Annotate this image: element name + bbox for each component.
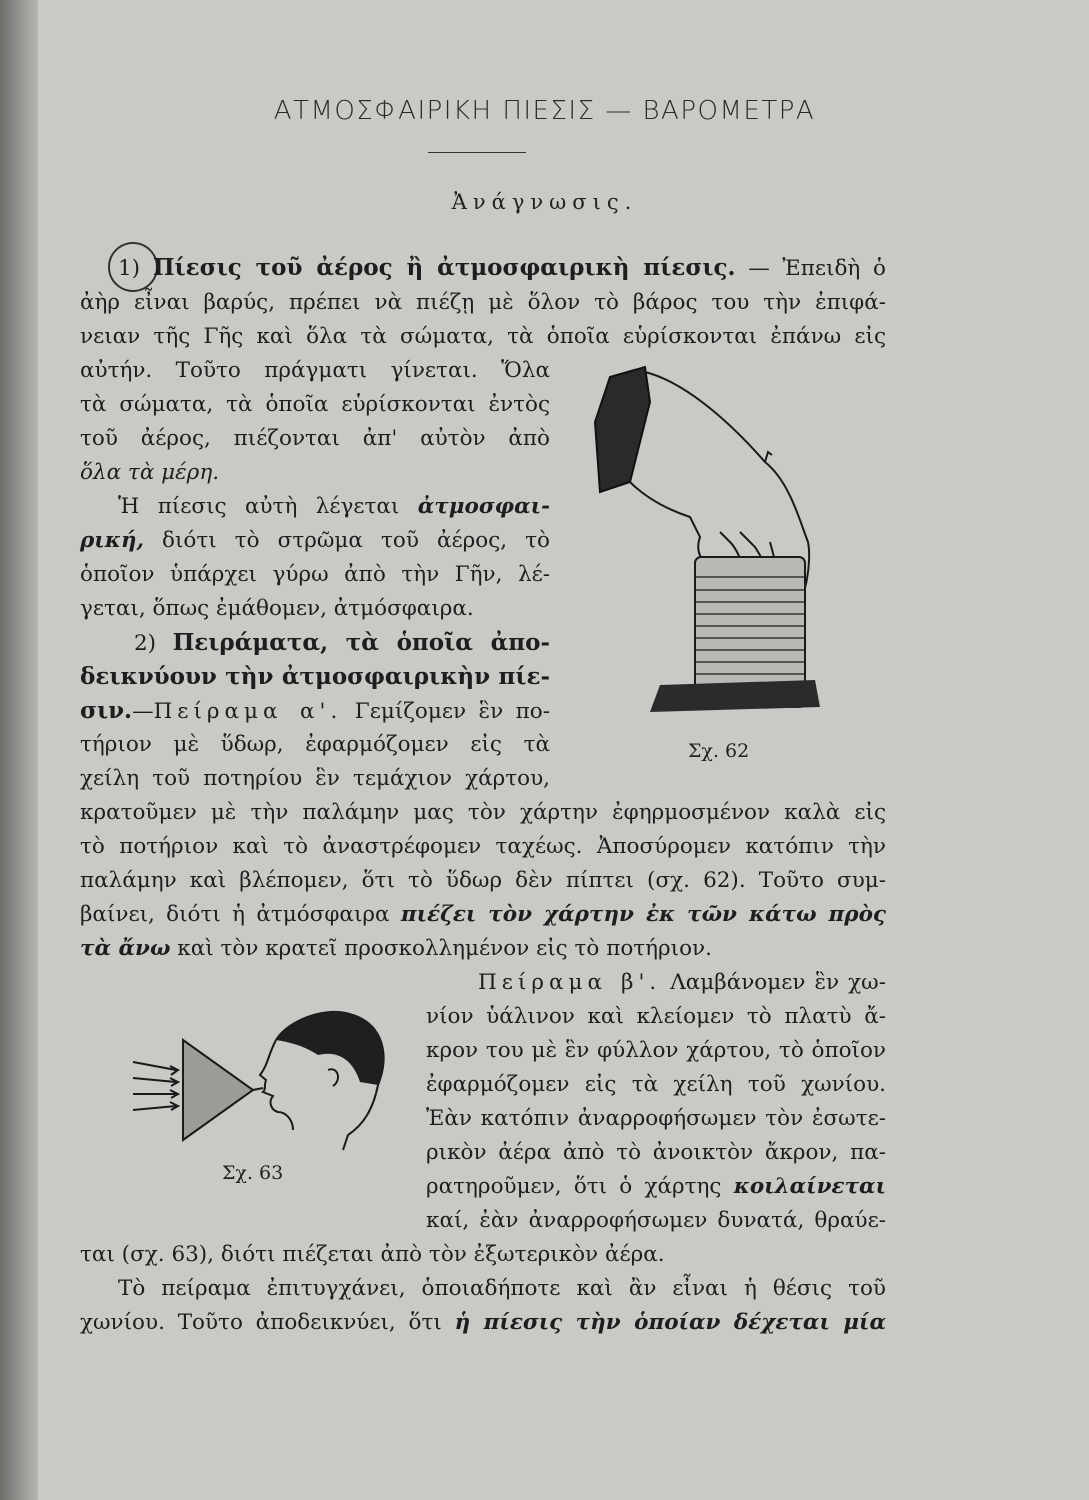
book-binding xyxy=(0,0,38,1500)
p1-line-3: νειαν τῆς Γῆς καὶ ὅλα τὰ σώματα, τὰ ὁποῖα εὑρίσκονται ἐπάνω εἰς xyxy=(80,324,886,349)
p2-line-9-text: βαίνει, διότι ἡ ἀτμόσφαιρα xyxy=(80,902,390,927)
p2-line-5: χείλη τοῦ ποτηρίου ἓν τεμάχιον χάρτου, xyxy=(80,766,550,791)
page-header: ΑΤΜΟΣΦΑΙΡΙΚΗ ΠΙΕΣΙΣ — ΒΑΡΟΜΕΤΡΑ xyxy=(273,96,816,126)
p1-number: 1) xyxy=(118,256,141,281)
p4-emphasis: ἡ πίεσις τὴν ὁποίαν δέχεται μία xyxy=(454,1310,886,1335)
p1-line-4: αὐτήν. Τοῦτο πράγματι γίνεται. Ὅλα xyxy=(80,358,550,383)
section-title: Ἀνάγνωσις. xyxy=(451,190,638,214)
p1-term-atmospheric: ἀτμοσφαι- xyxy=(417,494,550,519)
p2-line-10 xyxy=(80,934,712,964)
p3-line-9: ται (σχ. 63), διότι πιέζεται ἀπὸ τὸν ἐξωτερικὸν ἀέρα. xyxy=(80,1242,665,1267)
p1-line-1-text: — Ἐπειδὴ ὁ xyxy=(748,256,886,281)
p2-line-9 xyxy=(80,900,886,930)
p1-line-11: γεται, ὅπως ἐμάθομεν, ἀτμόσφαιρα. xyxy=(80,596,474,621)
p2-heading-2: δεικνύουν τὴν ἀτμοσφαιρικὴν πίε- xyxy=(80,663,550,690)
p2-line-3 xyxy=(80,696,550,727)
figure-63-funnel xyxy=(128,1000,398,1160)
p1-line-1 xyxy=(118,253,886,284)
p2-experiment-a: Πείραμα α'. xyxy=(153,699,343,724)
header-rule xyxy=(428,152,526,153)
p3-line-7 xyxy=(426,1172,886,1202)
p3-line-3: κρον του μὲ ἓν φύλλον χάρτου, τὸ ὁποῖον xyxy=(426,1038,886,1063)
p4-line-1: Τὸ πείραμα ἐπιτυγχάνει, ὁποιαδήποτε καὶ ἂν εἶναι ἡ θέσις τοῦ xyxy=(118,1276,886,1301)
p2-line-6: κρατοῦμεν μὲ τὴν παλάμην μας τὸν χάρτην ἐφηρμοσμένον καλὰ εἰς xyxy=(80,800,886,825)
p1-line-8-text: Ἡ πίεσις αὐτὴ λέγεται xyxy=(118,494,400,519)
p1-line-9 xyxy=(80,526,550,556)
p3-experiment-b: Πείραμα β'. xyxy=(478,970,662,995)
p2-line-8: παλάμην καὶ βλέπομεν, ὅτι τὸ ὕδωρ δὲν πίπτει (σχ. 62). Τοῦτο συμ- xyxy=(80,868,886,893)
p3-line-1-text: Λαμβάνομεν ἓν χω- xyxy=(670,970,886,995)
figure-62-caption: Σχ. 62 xyxy=(688,740,750,762)
p2-line-10-text: καὶ τὸν κρατεῖ προσκολλημένον εἰς τὸ ποτήριον. xyxy=(177,936,712,961)
p4-line-2 xyxy=(80,1308,886,1338)
p2-line-4: τήριον μὲ ὕδωρ, ἐφαρμόζομεν εἰς τὰ xyxy=(80,732,550,757)
p2-dash: — xyxy=(132,699,154,724)
p3-line-6: ρικὸν ἀέρα ἀπὸ τὸ ἀνοικτὸν ἄκρον, πα- xyxy=(426,1140,886,1165)
p4-line-2-text: χωνίου. Τοῦτο ἀποδεικνύει, ὅτι xyxy=(80,1310,442,1335)
p2-line-2 xyxy=(80,662,550,693)
p3-line-1 xyxy=(478,968,886,998)
p2-heading-1: Πειράματα, τὰ ὁποῖα ἀπο- xyxy=(172,629,550,656)
p2-emphasis-1: πιέζει τὸν χάρτην ἐκ τῶν κάτω πρὸς xyxy=(400,902,887,927)
p2-heading-3: σιν. xyxy=(80,697,133,724)
p1-line-2: ἀὴρ εἶναι βαρύς, πρέπει νὰ πιέζῃ μὲ ὅλον τὸ βάρος του τὴν ἐπιφά- xyxy=(80,290,886,315)
p3-emphasis: κοιλαίνεται xyxy=(733,1174,886,1199)
p2-line-3-text: Γεμίζομεν ἓν πο- xyxy=(354,699,550,724)
p3-line-7-text: ρατηροῦμεν, ὅτι ὁ χάρτης xyxy=(426,1174,722,1199)
p1-term-atmospheric-end: ρική, xyxy=(80,528,144,553)
p1-line-8 xyxy=(118,492,550,522)
figure-63-caption: Σχ. 63 xyxy=(222,1162,284,1184)
p2-line-7: τὸ ποτήριον καὶ τὸ ἀναστρέφομεν ταχέως. Ἀποσύρομεν κατόπιν τὴν xyxy=(80,834,886,859)
p3-line-8: καί, ἐὰν ἀναρροφήσωμεν δυνατά, θραύε- xyxy=(426,1208,886,1233)
p1-line-10: ὁποῖον ὑπάρχει γύρω ἀπὸ τὴν Γῆν, λέ- xyxy=(80,562,550,587)
p1-line-6: τοῦ ἀέρος, πιέζονται ἀπ' αὐτὸν ἀπὸ xyxy=(80,426,550,451)
p2-number: 2) xyxy=(134,631,157,656)
p2-emphasis-2: τὰ ἄνω xyxy=(80,936,171,961)
p1-line-9-text: διότι τὸ στρῶμα τοῦ ἀέρος, τὸ xyxy=(162,528,551,553)
p1-line-7: ὅλα τὰ μέρη. xyxy=(80,460,220,485)
p1-line-5: τὰ σώματα, τὰ ὁποῖα εὑρίσκονται ἐντὸς xyxy=(80,392,550,417)
figure-62-hand-glass xyxy=(590,362,820,727)
p3-line-2: νίον ὑάλινον καὶ κλείομεν τὸ πλατὺ ἄ- xyxy=(426,1004,886,1029)
p2-line-1 xyxy=(134,628,550,659)
p1-heading: Πίεσις τοῦ ἀέρος ἢ ἀτμοσφαιρικὴ πίεσις. xyxy=(152,254,736,281)
p3-line-4: ἐφαρμόζομεν εἰς τὰ χείλη τοῦ χωνίου. xyxy=(426,1072,886,1097)
p3-line-5: Ἐὰν κατόπιν ἀναρροφήσωμεν τὸν ἐσωτε- xyxy=(426,1106,886,1131)
